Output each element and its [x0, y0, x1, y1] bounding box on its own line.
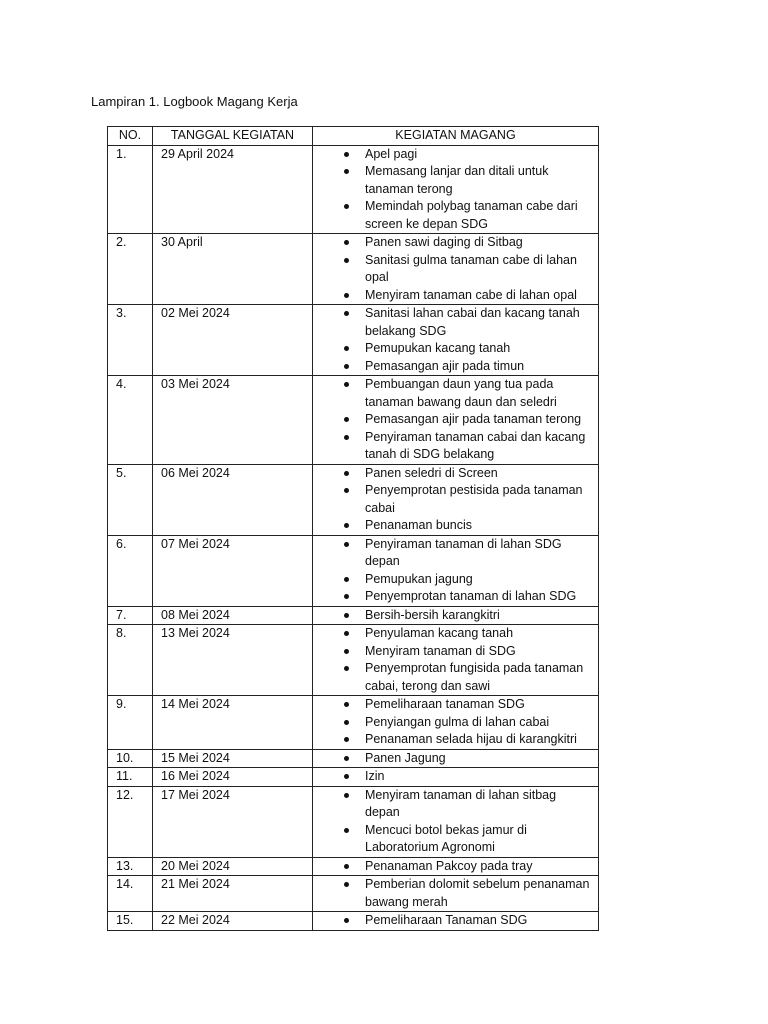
row-date: 20 Mei 2024: [153, 857, 313, 876]
table-row: [108, 857, 599, 876]
row-number: 12.: [108, 786, 153, 857]
row-activities: [313, 749, 599, 768]
table-row: [108, 749, 599, 768]
row-number: 2.: [108, 234, 153, 305]
activity-list: [321, 465, 594, 535]
row-date: 30 April: [153, 234, 313, 305]
activity-item: Bersih-bersih karangkitri: [321, 607, 594, 625]
activity-item: Pemberian dolomit sebelum penanaman bawang merah: [321, 876, 594, 911]
header-no: NO.: [108, 127, 153, 146]
row-activities: [313, 145, 599, 234]
activity-list: [321, 305, 594, 375]
activity-item: Memindah polybag tanaman cabe dari screen ke depan SDG: [321, 198, 594, 233]
table-body: [108, 145, 599, 930]
row-date: 22 Mei 2024: [153, 912, 313, 931]
header-activities: KEGIATAN MAGANG: [313, 127, 599, 146]
document-caption: Lampiran 1. Logbook Magang Kerja: [91, 94, 298, 109]
activity-item: Pemupukan jagung: [321, 571, 594, 589]
activity-list: [321, 696, 594, 749]
activity-list: [321, 376, 594, 464]
activity-item: Memasang lanjar dan ditali untuk tanaman terong: [321, 163, 594, 198]
row-number: 14.: [108, 876, 153, 912]
activity-list: [321, 536, 594, 606]
row-activities: [313, 305, 599, 376]
table-row: [108, 145, 599, 234]
activity-list: [321, 234, 594, 304]
table-row: [108, 625, 599, 696]
table-row: [108, 606, 599, 625]
row-number: 1.: [108, 145, 153, 234]
table-row: [108, 464, 599, 535]
activity-list: [321, 858, 594, 876]
table-row: [108, 696, 599, 750]
row-number: 8.: [108, 625, 153, 696]
row-date: 07 Mei 2024: [153, 535, 313, 606]
activity-item: Penyemprotan tanaman di lahan SDG: [321, 588, 594, 606]
activity-list: [321, 787, 594, 857]
row-date: 16 Mei 2024: [153, 768, 313, 787]
activity-item: Panen sawi daging di Sitbag: [321, 234, 594, 252]
activity-item: Menyiram tanaman di SDG: [321, 643, 594, 661]
activity-item: Apel pagi: [321, 146, 594, 164]
activity-item: Penyiangan gulma di lahan cabai: [321, 714, 594, 732]
activity-item: Penyiraman tanaman di lahan SDG depan: [321, 536, 594, 571]
row-date: 21 Mei 2024: [153, 876, 313, 912]
activity-item: Pemeliharaan Tanaman SDG: [321, 912, 594, 930]
row-activities: [313, 606, 599, 625]
row-date: 08 Mei 2024: [153, 606, 313, 625]
row-date: 02 Mei 2024: [153, 305, 313, 376]
row-number: 10.: [108, 749, 153, 768]
activity-item: Mencuci botol bekas jamur di Laboratorium Agronomi: [321, 822, 594, 857]
activity-item: Penanaman buncis: [321, 517, 594, 535]
activity-item: Penyiraman tanaman cabai dan kacang tanah di SDG belakang: [321, 429, 594, 464]
activity-item: Sanitasi lahan cabai dan kacang tanah belakang SDG: [321, 305, 594, 340]
row-activities: [313, 768, 599, 787]
row-date: 14 Mei 2024: [153, 696, 313, 750]
row-activities: [313, 912, 599, 931]
activity-list: [321, 146, 594, 234]
activity-list: [321, 912, 594, 930]
row-number: 11.: [108, 768, 153, 787]
row-activities: [313, 786, 599, 857]
row-number: 5.: [108, 464, 153, 535]
row-activities: [313, 234, 599, 305]
activity-item: Pemupukan kacang tanah: [321, 340, 594, 358]
row-date: 03 Mei 2024: [153, 376, 313, 465]
activity-item: Penanaman Pakcoy pada tray: [321, 858, 594, 876]
activity-item: Penanaman selada hijau di karangkitri: [321, 731, 594, 749]
row-number: 9.: [108, 696, 153, 750]
table-row: [108, 535, 599, 606]
logbook-table: [107, 126, 599, 931]
table-row: [108, 876, 599, 912]
row-activities: [313, 876, 599, 912]
activity-item: Panen seledri di Screen: [321, 465, 594, 483]
activity-item: Sanitasi gulma tanaman cabe di lahan opal: [321, 252, 594, 287]
row-activities: [313, 857, 599, 876]
table-row: [108, 376, 599, 465]
row-date: 17 Mei 2024: [153, 786, 313, 857]
activity-item: Pemasangan ajir pada tanaman terong: [321, 411, 594, 429]
activity-item: Menyiram tanaman cabe di lahan opal: [321, 287, 594, 305]
activity-item: Pemeliharaan tanaman SDG: [321, 696, 594, 714]
table-row: [108, 786, 599, 857]
table-header-row: [108, 127, 599, 146]
table-row: [108, 912, 599, 931]
row-number: 15.: [108, 912, 153, 931]
activity-item: Izin: [321, 768, 594, 786]
row-number: 4.: [108, 376, 153, 465]
row-activities: [313, 625, 599, 696]
row-number: 3.: [108, 305, 153, 376]
table-row: [108, 234, 599, 305]
row-number: 13.: [108, 857, 153, 876]
row-number: 6.: [108, 535, 153, 606]
activity-item: Pembuangan daun yang tua pada tanaman bawang daun dan seledri: [321, 376, 594, 411]
activity-list: [321, 876, 594, 911]
table-row: [108, 768, 599, 787]
activity-item: Penyemprotan pestisida pada tanaman cabai: [321, 482, 594, 517]
row-activities: [313, 464, 599, 535]
activity-item: Panen Jagung: [321, 750, 594, 768]
activity-item: Penyemprotan fungisida pada tanaman cabai, terong dan sawi: [321, 660, 594, 695]
row-activities: [313, 696, 599, 750]
activity-item: Penyulaman kacang tanah: [321, 625, 594, 643]
row-date: 29 April 2024: [153, 145, 313, 234]
activity-item: Menyiram tanaman di lahan sitbag depan: [321, 787, 594, 822]
row-date: 06 Mei 2024: [153, 464, 313, 535]
activity-list: [321, 750, 594, 768]
row-date: 15 Mei 2024: [153, 749, 313, 768]
activity-item: Pemasangan ajir pada timun: [321, 358, 594, 376]
activity-list: [321, 625, 594, 695]
header-date: TANGGAL KEGIATAN: [153, 127, 313, 146]
row-number: 7.: [108, 606, 153, 625]
row-date: 13 Mei 2024: [153, 625, 313, 696]
row-activities: [313, 535, 599, 606]
table-row: [108, 305, 599, 376]
row-activities: [313, 376, 599, 465]
activity-list: [321, 768, 594, 786]
activity-list: [321, 607, 594, 625]
